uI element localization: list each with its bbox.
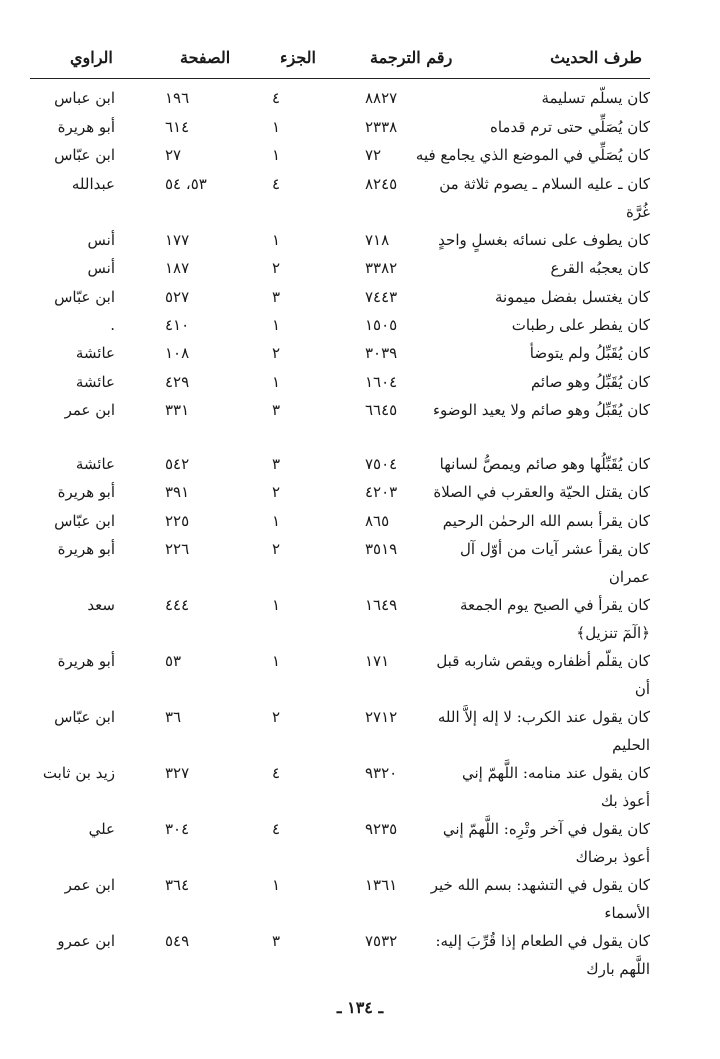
juz-number: ١ <box>272 118 281 136</box>
tarjama-number: ١٦٠٤ <box>365 373 398 391</box>
page-number: ٢٧ <box>165 146 182 164</box>
hadith-text: كان يغتسل بفضل ميمونة <box>494 288 650 306</box>
rawi-name: ابن عمر <box>64 876 115 894</box>
juz-number: ٣ <box>272 455 281 473</box>
rawi-name: أبو هريرة <box>57 540 115 558</box>
hadith-text: كان يعجبُه القرع <box>550 259 650 277</box>
tarjama-number: ٣٣٨٢ <box>365 259 398 277</box>
hadith-text: كان يقلّم أظفاره ويقص شاربه قبل أن <box>436 652 650 698</box>
page-number: ٣٦٤ <box>165 876 190 894</box>
rawi-name: ابن عمر <box>64 401 115 419</box>
page-footer-number: ـ ١٣٤ ـ <box>336 998 384 1017</box>
tarjama-number: ٣٥١٩ <box>365 540 398 558</box>
hadith-text: كان يقرأ في الصبح يوم الجمعة ﴿الٓمٓ تنزيل﴾ <box>460 596 650 642</box>
hadith-text: كان يسلّم تسليمة <box>541 89 650 107</box>
rawi-name: ابن عبّاس <box>54 708 115 726</box>
header-rawi: الراوي <box>70 48 113 67</box>
tarjama-number: ٧٥٠٤ <box>365 455 398 473</box>
hadith-text: كان يُقَبِّلُ وهو صائم <box>530 373 650 391</box>
rawi-name: سعد <box>87 596 115 614</box>
rawi-name: ابن عبّاس <box>54 146 115 164</box>
page-number: ٤١٠ <box>165 316 190 334</box>
rawi-name: ابن عمرو <box>57 932 115 950</box>
tarjama-number: ٢٧١٢ <box>365 708 398 726</box>
page-number: ١٩٦ <box>165 89 190 107</box>
page-number: ١٨٧ <box>165 259 190 277</box>
juz-number: ٣ <box>272 401 281 419</box>
tarjama-number: ٤٢٠٣ <box>365 483 398 501</box>
rawi-name: ابن عبّاس <box>54 288 115 306</box>
page-number: ٢٢٦ <box>165 540 190 558</box>
juz-number: ٣ <box>272 932 281 950</box>
page-number: ٣٦ <box>165 708 182 726</box>
juz-number: ٣ <box>272 288 281 306</box>
hadith-text: كان ـ عليه السلام ـ يصوم ثلاثة من غُرَّة <box>439 175 650 221</box>
page-number: ٣٩١ <box>165 483 190 501</box>
hadith-text: كان يقتل الحيّة والعقرب في الصلاة <box>433 483 650 501</box>
rawi-name: ابن عباس <box>54 89 115 107</box>
hadith-text: كان يقول في التشهد: بسم الله خير الأسماء <box>430 876 650 922</box>
tarjama-number: ١٦٤٩ <box>365 596 398 614</box>
juz-number: ٤ <box>272 175 281 193</box>
rawi-name: ابن عبّاس <box>54 512 115 530</box>
page-number: ٣٠٤ <box>165 820 190 838</box>
page-number: ٣٣١ <box>165 401 190 419</box>
juz-number: ١ <box>272 596 281 614</box>
rawi-name: أبو هريرة <box>57 652 115 670</box>
tarjama-number: ٨٨٢٧ <box>365 89 398 107</box>
page-number: ٥٣، ٥٤ <box>165 175 207 193</box>
header-juz: الجزء <box>280 48 316 67</box>
juz-number: ١ <box>272 652 281 670</box>
tarjama-number: ٧٢ <box>365 146 382 164</box>
header-tarjama: رقم الترجمة <box>370 48 453 67</box>
page-number: ٥٤٢ <box>165 455 190 473</box>
tarjama-number: ٧١٨ <box>365 231 390 249</box>
tarjama-number: ٦٦٤٥ <box>365 401 398 419</box>
hadith-text: كان يُقَبِّلُها وهو صائم ويمصُّ لسانها <box>439 455 650 473</box>
page-number: ٣٢٧ <box>165 764 190 782</box>
page-number: ٥٢٧ <box>165 288 190 306</box>
hadith-text: كان يقول عند منامه: اللَّهمّ إني أعوذ بك <box>461 764 650 810</box>
rawi-name: علي <box>88 820 115 838</box>
rawi-name: عائشة <box>75 344 115 362</box>
juz-number: ٢ <box>272 344 281 362</box>
hadith-text: كان يقول في آخر وتْرِه: اللَّهمّ إني أعوذ برضاك <box>442 820 650 866</box>
rawi-name: أبو هريرة <box>57 118 115 136</box>
rawi-name: أبو هريرة <box>57 483 115 501</box>
tarjama-number: ٧٥٣٢ <box>365 932 398 950</box>
juz-number: ٢ <box>272 708 281 726</box>
hadith-text: كان يقول عند الكرب: لا إله إلاَّ الله الحليم <box>437 708 650 754</box>
page-number: ١٧٧ <box>165 231 190 249</box>
hadith-text: كان يقول في الطعام إذا قُرِّبَ إليه: اللَّهم بارك <box>435 932 650 978</box>
tarjama-number: ٢٣٣٨ <box>365 118 398 136</box>
page-number: ٥٤٩ <box>165 932 190 950</box>
rawi-name: عائشة <box>75 373 115 391</box>
hadith-text: كان يُقَبِّلُ وهو صائم ولا يعيد الوضوء <box>433 401 650 419</box>
rawi-name: عائشة <box>75 455 115 473</box>
tarjama-number: ١٣٦١ <box>365 876 398 894</box>
hadith-text: كان يُصَلِّي حتى ترم قدماه <box>490 118 650 136</box>
juz-number: ١ <box>272 316 281 334</box>
header-hadith: طرف الحديث <box>550 48 642 67</box>
hadith-text: كان يقرأ بسم الله الرحمٰن الرحيم <box>442 512 650 530</box>
tarjama-number: ١٥٠٥ <box>365 316 398 334</box>
hadith-text: كان يُقَبِّلُ ولم يتوضأ <box>529 344 650 362</box>
rawi-name: أنس <box>87 259 115 277</box>
juz-number: ٢ <box>272 259 281 277</box>
juz-number: ١ <box>272 373 281 391</box>
header-page: الصفحة <box>180 48 231 67</box>
hadith-text: كان يقرأ عشر آيات من أوّل آل عمران <box>459 540 650 586</box>
tarjama-number: ٨٦٥ <box>365 512 390 530</box>
juz-number: ١ <box>272 512 281 530</box>
page-number: ١٠٨ <box>165 344 190 362</box>
tarjama-number: ١٧١ <box>365 652 390 670</box>
hadith-text: كان يفطر على رطبات <box>511 316 650 334</box>
page-number: ٦١٤ <box>165 118 190 136</box>
rawi-name: . <box>110 316 115 334</box>
juz-number: ٢ <box>272 483 281 501</box>
juz-number: ١ <box>272 876 281 894</box>
page-number: ٤٢٩ <box>165 373 190 391</box>
rawi-name: أنس <box>87 231 115 249</box>
page-number: ٥٣ <box>165 652 182 670</box>
tarjama-number: ٩٢٣٥ <box>365 820 398 838</box>
juz-number: ١ <box>272 231 281 249</box>
hadith-text: كان يطوف على نسائه بغسلٍ واحدٍ <box>438 231 650 249</box>
juz-number: ١ <box>272 146 281 164</box>
tarjama-number: ٧٤٤٣ <box>365 288 398 306</box>
rawi-name: زيد بن ثابت <box>42 764 115 782</box>
juz-number: ٤ <box>272 89 281 107</box>
tarjama-number: ٨٢٤٥ <box>365 175 398 193</box>
tarjama-number: ٣٠٣٩ <box>365 344 398 362</box>
page-number: ٢٢٥ <box>165 512 190 530</box>
hadith-text: كان يُصَلِّي في الموضع الذي يجامع فيه <box>415 146 650 164</box>
tarjama-number: ٩٣٢٠ <box>365 764 398 782</box>
juz-number: ٢ <box>272 540 281 558</box>
page-number: ٤٤٤ <box>165 596 190 614</box>
juz-number: ٤ <box>272 764 281 782</box>
juz-number: ٤ <box>272 820 281 838</box>
table-header <box>30 48 650 79</box>
rawi-name: عبدالله <box>71 175 115 193</box>
